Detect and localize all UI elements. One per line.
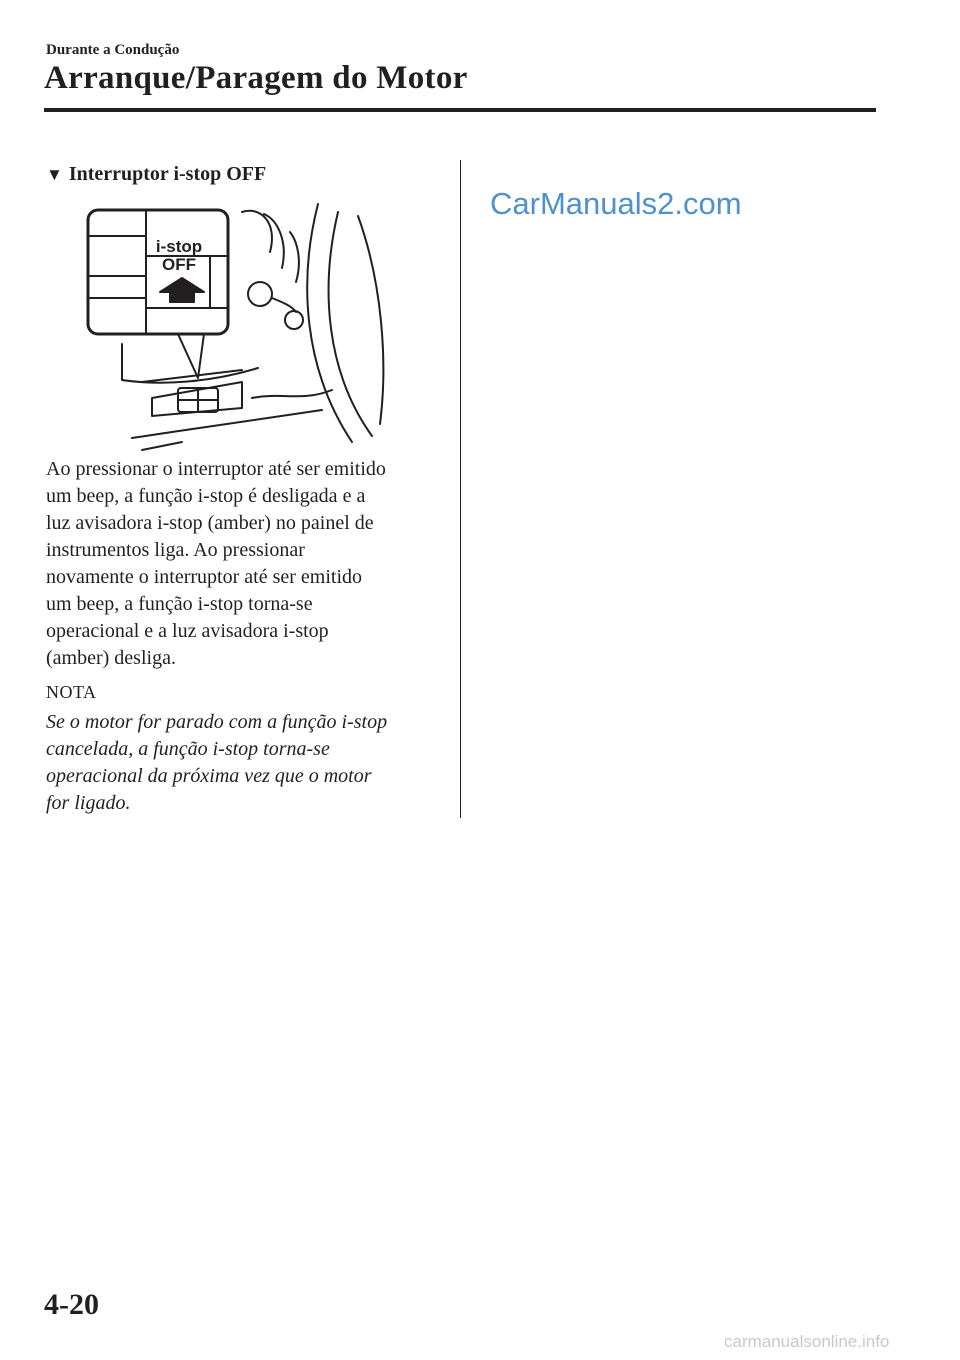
body-line: operacional e a luz avisadora i-stop xyxy=(46,620,329,642)
section-label: Durante a Condução xyxy=(46,42,180,58)
body-paragraph xyxy=(46,456,466,672)
subsection-title: Interruptor i-stop OFF xyxy=(68,163,267,185)
switch-label-istop: i-stop xyxy=(155,237,203,256)
chapter-title: Arranque/Paragem do Motor xyxy=(44,60,468,96)
page-number: 4-20 xyxy=(44,1288,99,1321)
body-line: um beep, a função i-stop é desligada e a xyxy=(46,485,366,507)
body-line: novamente o interruptor até ser emitido xyxy=(46,566,363,588)
body-line: (amber) desliga. xyxy=(46,647,176,669)
note-line: for ligado. xyxy=(46,792,131,814)
note-text xyxy=(46,709,466,817)
switch-label-off: OFF xyxy=(162,255,196,274)
subsection-heading xyxy=(46,163,266,186)
istop-switch-illustration xyxy=(82,202,394,452)
note-line: Se o motor for parado com a função i-stop xyxy=(46,711,388,733)
header-rule xyxy=(44,108,876,112)
body-line: Ao pressionar o interruptor até ser emitido xyxy=(46,458,386,480)
footer-watermark: carmanualsonline.info xyxy=(724,1332,890,1351)
note-line: cancelada, a função i-stop torna-se xyxy=(46,738,330,760)
watermark-logo: CarManuals2.com xyxy=(490,186,742,221)
body-line: luz avisadora i-stop (amber) no painel de xyxy=(46,512,374,534)
triangle-marker-icon: ▼ xyxy=(46,165,63,184)
note-line: operacional da próxima vez que o motor xyxy=(46,765,372,787)
body-line: instrumentos liga. Ao pressionar xyxy=(46,539,305,561)
body-line: um beep, a função i-stop torna-se xyxy=(46,593,313,615)
note-label: NOTA xyxy=(46,682,97,702)
